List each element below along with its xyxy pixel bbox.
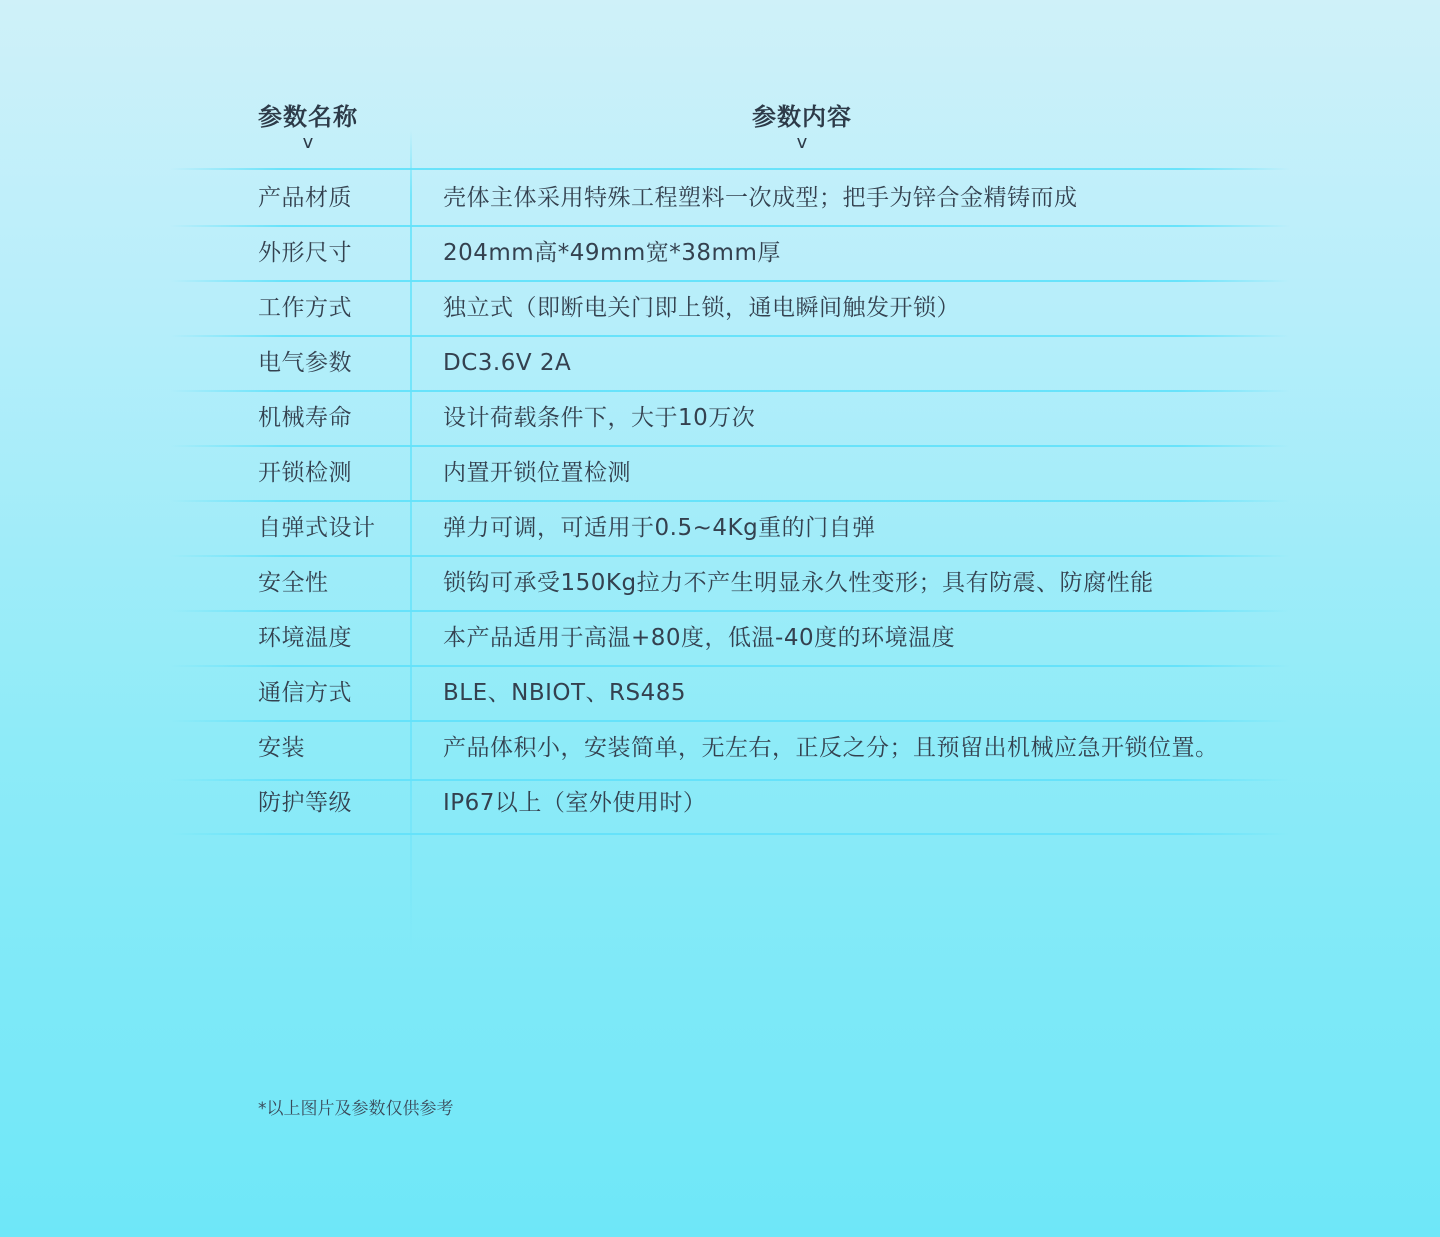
- param-name: 工作方式: [258, 295, 352, 321]
- table-row: [0, 556, 1440, 611]
- row-divider: [170, 168, 1290, 170]
- param-content: 内置开锁位置检测: [443, 460, 631, 486]
- param-content: 本产品适用于高温+80度，低温-40度的环境温度: [443, 625, 956, 651]
- column-header-name-label: 参数名称: [258, 103, 358, 131]
- table-row: [0, 611, 1440, 666]
- column-header-name: [258, 100, 358, 152]
- table-row: [0, 336, 1440, 391]
- param-content: IP67以上（室外使用时）: [443, 790, 707, 816]
- param-name: 外形尺寸: [258, 240, 352, 266]
- param-content: 锁钩可承受150Kg拉力不产生明显永久性变形；具有防震、防腐性能: [443, 570, 1154, 596]
- table-row: [0, 171, 1440, 226]
- table-row: [0, 226, 1440, 281]
- param-content: 设计荷载条件下，大于10万次: [443, 405, 756, 431]
- param-name: 机械寿命: [258, 405, 352, 431]
- param-name: 自弹式设计: [258, 515, 376, 541]
- column-header-content-label: 参数内容: [752, 103, 852, 131]
- param-name: 环境温度: [258, 625, 352, 651]
- table-row: [0, 666, 1440, 721]
- table-row: [0, 391, 1440, 446]
- table-row: [0, 446, 1440, 501]
- chevron-down-icon: v: [796, 132, 808, 153]
- param-content: BLE、NBIOT、RS485: [443, 680, 687, 706]
- param-name: 安全性: [258, 570, 329, 596]
- table-header: [0, 100, 1440, 170]
- param-name: 产品材质: [258, 185, 352, 211]
- chevron-down-icon: v: [302, 132, 314, 153]
- table-row: [0, 776, 1440, 831]
- row-divider: [170, 833, 1290, 835]
- disclaimer-note: *以上图片及参数仅供参考: [258, 1099, 454, 1119]
- param-content: 独立式（即断电关门即上锁，通电瞬间触发开锁）: [443, 295, 960, 321]
- table-row: [0, 281, 1440, 336]
- param-name: 通信方式: [258, 680, 352, 706]
- param-name: 开锁检测: [258, 460, 352, 486]
- param-content: 204mm高*49mm宽*38mm厚: [443, 240, 781, 266]
- param-content: 产品体积小，安装简单，无左右，正反之分；且预留出机械应急开锁位置。: [443, 735, 1219, 761]
- param-name: 电气参数: [258, 350, 352, 376]
- column-header-content: [752, 100, 852, 152]
- param-content: DC3.6V 2A: [443, 350, 572, 376]
- param-name: 安装: [258, 735, 305, 761]
- param-content: 弹力可调，可适用于0.5~4Kg重的门自弹: [443, 515, 876, 541]
- param-name: 防护等级: [258, 790, 352, 816]
- table-row: [0, 501, 1440, 556]
- table-row: [0, 721, 1440, 776]
- param-content: 壳体主体采用特殊工程塑料一次成型；把手为锌合金精铸而成: [443, 185, 1078, 211]
